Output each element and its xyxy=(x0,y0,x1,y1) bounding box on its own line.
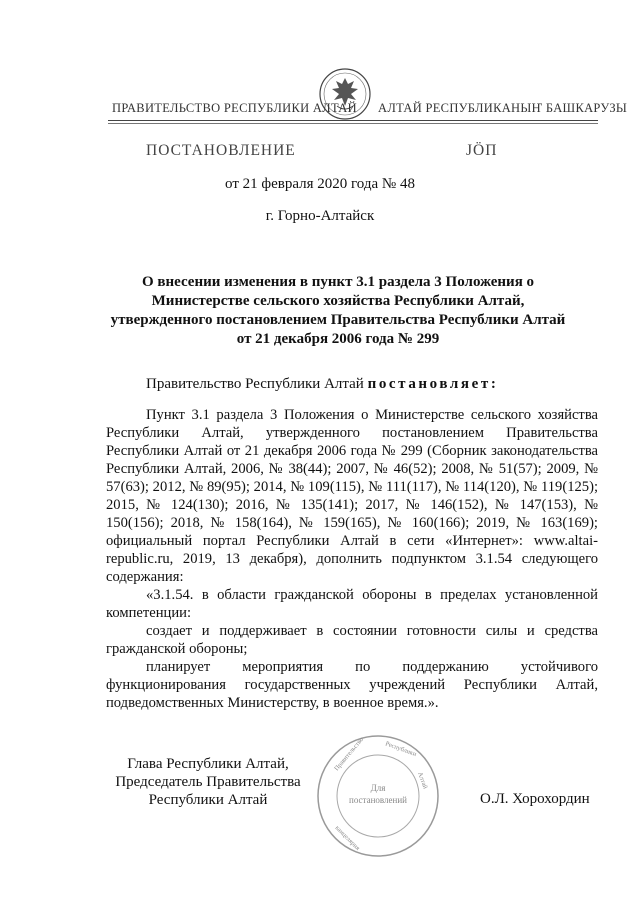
header-government-name: ПРАВИТЕЛЬСТВО РЕСПУБЛИКИ АЛТАЙ xyxy=(112,101,357,115)
preamble-text: Правительство Республики Алтай xyxy=(146,376,368,392)
document-title xyxy=(100,273,576,349)
header-divider-secondary xyxy=(108,123,598,124)
svg-text:Алтай: Алтай xyxy=(416,771,429,790)
svg-text:канцелярия: канцелярия xyxy=(333,824,361,852)
header-divider xyxy=(108,120,598,121)
title-line: от 21 декабря 2006 года № 299 xyxy=(236,331,440,347)
document-city: г. Горно-Алтайск xyxy=(265,208,375,224)
body-paragraph: «3.1.54. в области гражданской обороны в пределах установленной компетенции: xyxy=(106,587,598,621)
document-type-altai: JӦП xyxy=(466,142,498,159)
official-stamp xyxy=(315,733,441,859)
stamp-line1: Для xyxy=(370,783,386,793)
body-paragraph: Пункт 3.1 раздела 3 Положения о Министерстве сельского хозяйства Республики Алтай, утвержденного постановлением Правительства Республики Алтай от 21 декабря 2006 года № 299 (Сборник законодательства Республики Алтай, 2006, № 38(44); 2007, № 46(52); 2008, № 51(57); 2009, № 57(63); 2012, № 89(95); 2014, № 109(115), № 111(117), № 114(120), № 119(125); 2015, № 124(130); 2016, № 135(141); 2017, № 146(152), № 147(153), № 150(156); 2018, № 158(164), № 159(165), № 160(166); 2019, № 163(169); официальный портал Республики Алтай в сети «Интернет»: www.altai-republic.ru, 2019, 13 декабря), дополнить подпунктом 3.1.54 следующего содержания: xyxy=(106,407,598,585)
title-line: Министерстве сельского хозяйства Республики Алтай, xyxy=(151,293,525,309)
document-date: от 21 февраля 2020 года № 48 xyxy=(225,176,415,192)
svg-text:Правительство: Правительство xyxy=(333,736,366,773)
signatory-name: О.Л. Хорохордин xyxy=(480,791,590,807)
signatory-position xyxy=(108,755,308,809)
signatory-line: Глава Республики Алтай, xyxy=(127,756,289,772)
document-type: ПОСТАНОВЛЕНИЕ xyxy=(146,142,296,159)
svg-text:Республики: Республики xyxy=(384,740,418,759)
title-line: О внесении изменения в пункт 3.1 раздела 3 Положения о xyxy=(141,274,535,290)
signatory-line: Председатель Правительства xyxy=(115,774,301,790)
stamp-line2: постановлений xyxy=(349,795,407,805)
document-body xyxy=(106,406,598,712)
preamble xyxy=(146,376,498,393)
preamble-emphasis: постановляет: xyxy=(367,376,499,392)
body-paragraph: создает и поддерживает в состоянии готовности силы и средства гражданской обороны; xyxy=(106,623,598,657)
header-government-name-altai: АЛТАЙ РЕСПУБЛИКАНЫҤ БАШКАРУЗЫ xyxy=(378,101,628,115)
signatory-line: Республики Алтай xyxy=(148,792,268,808)
body-paragraph: планирует мероприятия по поддержанию устойчивого функционирования государственных учреждений Республики Алтай, подведомственных Министерству, в военное время.». xyxy=(106,659,598,711)
title-line: утвержденного постановлением Правительства Республики Алтай xyxy=(110,312,566,328)
